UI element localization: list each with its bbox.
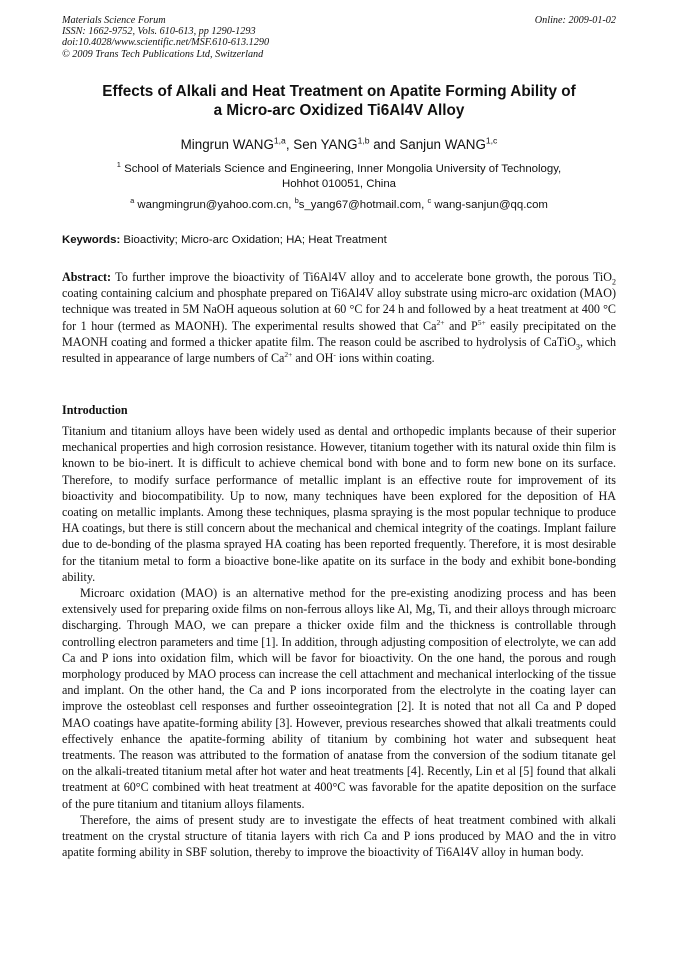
abstract-label: Abstract:: [62, 270, 112, 284]
journal-header: [62, 15, 616, 60]
abstract-superscript: 2+: [436, 317, 445, 327]
author-sup: 1,a: [273, 135, 286, 146]
title-line-1: Effects of Alkali and Heat Treatment on Apatite Forming Ability of: [102, 83, 576, 100]
abstract-text: and P: [444, 318, 478, 333]
paragraph: Therefore, the aims of present study are to investigate the effects of heat treatment combined with alkali treatment on the crystal structure of titania layers with rich Ca and P ions produced by MAO and the in vitro apatite forming ability in SBF solution, thereby to improve the bioactivity of Ti6Al4V alloy in human body.: [62, 812, 616, 860]
issn-line: ISSN: 1662-9752, Vols. 610-613, pp 1290-1293: [62, 26, 256, 38]
introduction-body: [62, 423, 616, 860]
section-heading-introduction: Introduction: [62, 403, 128, 417]
author-sup: 1,b: [357, 135, 370, 146]
keywords-label: Keywords:: [62, 234, 121, 246]
affiliation-line-2: Hohhot 010051, China: [282, 177, 396, 190]
copyright-line: © 2009 Trans Tech Publications Ltd, Switzerland: [62, 48, 264, 60]
paragraph: Titanium and titanium alloys have been widely used as dental and orthopedic implants because of their superior mechanical properties and high corrosion resistance. However, titanium together with its natural oxide thin film is known to be bio-inert. It is difficult to achieve chemical bond with bone and to form new bone on its surface. Therefore, to modify surface performance of metallic implant is an effective route for improvement of its bioactivity and biocompatibility. Up to now, many techniques have been explored for the deposition of HA coating on metallic implants. Among these techniques, plasma spraying is the most popular technique to produce HA coatings, but there is still concern about the mechanical and chemical integrity of the coatings. Implant failure due to de-bonding of the plasma sprayed HA coating has been reported frequently. Therefore, it is most desirable for the titanium metal to form a bioactive bone-like apatite on its surface in the body and exhibit bone-bonding ability.: [62, 424, 616, 584]
abstract-superscript: 5+: [477, 317, 486, 327]
email-address[interactable]: wang-sanjun@qq.com: [434, 199, 548, 211]
abstract-text: ions within coating.: [335, 351, 435, 366]
keywords-text: Bioactivity; Micro-arc Oxidation; HA; Heat Treatment: [123, 234, 387, 246]
author-name: Sen YANG: [293, 137, 358, 152]
author-sup: 1,c: [485, 135, 498, 146]
abstract-text: easily precipitated on the MAONH coating and formed a thicker apatite film. The reason could be ascribed to hydrolysis of CaTiO: [62, 318, 616, 349]
abstract-subscript: 2: [612, 277, 616, 287]
affiliation-line-1: School of Materials Science and Engineering, Inner Mongolia University of Technology,: [124, 163, 562, 175]
abstract-superscript: 2+: [284, 349, 293, 359]
abstract-subscript: 3: [575, 342, 580, 352]
email-sup: a: [130, 196, 135, 206]
abstract: [62, 269, 616, 366]
email-sup: c: [427, 196, 432, 206]
paragraph: Microarc oxidation (MAO) is an alternative method for the pre-existing anodizing process and has been extensively used for preparing oxide films on non-ferrous alloys like Al, Mg, Ti, and their alloys through microarc discharging. Through MAO, we can prepare a thicker oxide film and the thickness is controllable through controlling electron parameters and time [1]. In addition, through adjusting composition of electrolyte, we can add Ca and P ions into oxidation film, which will be favor for bioactivity. On the one hand, the porous and rough morphology produced by MAO process can increase the cell attachment and mechanical interlocking of the tissue and implant. On the other hand, the Ca and P ions incorporated from the electrolyte in the coating layer can improve the osteoblast cell responses and further osseointegration [2]. It is noted that not all Ca and P doped MAO coatings have apatite-forming ability [3]. However, previous researches showed that alkali treatments could effectively enhance the apatite-forming ability of titanium by combining hot water and subsequent heat treatments. The reason was attributed to the formation of anatase from the conversion of the sodium titanate gel on the alkali-treated titanium metal after hot water and heat treatments [4]. Recently, Lin et al [5] found that alkali treatment at 60°C combined with heat treatment at 400°C was favorable for the apatite deposition on the surface of the pure titanium and titanium alloys filaments.: [62, 586, 616, 811]
author-name: Sanjun WANG: [399, 137, 486, 152]
paper-title: [62, 82, 616, 120]
keywords: [62, 233, 616, 247]
affiliation: [70, 162, 608, 191]
email-address[interactable]: s_yang67@hotmail.com,: [298, 199, 428, 211]
email-sup: b: [294, 196, 299, 206]
author-separator: and: [369, 137, 400, 152]
abstract-text: To further improve the bioactivity of Ti6Al4V alloy and to accelerate bone growth, the porous TiO: [115, 270, 612, 284]
doi-line[interactable]: doi:10.4028/www.scientific.net/MSF.610-613.1290: [62, 37, 270, 49]
email-list: [62, 198, 616, 212]
email-address[interactable]: wangmingrun@yahoo.com.cn,: [137, 199, 295, 211]
journal-name: Materials Science Forum: [62, 15, 166, 26]
abstract-text: , which resulted in appearance of large numbers of Ca: [62, 334, 616, 366]
abstract-superscript: -: [333, 349, 336, 359]
online-date: Online: 2009-01-02: [534, 15, 616, 26]
title-line-2: a Micro-arc Oxidized Ti6Al4V Alloy: [213, 102, 465, 119]
author-list: [62, 136, 616, 154]
abstract-text: and OH: [292, 351, 334, 366]
abstract-text: coating containing calcium and phosphate prepared on Ti6Al4V alloy substrate using micro-arc oxidation (MAO) technique was treated in 5M NaOH aqueous solution at 60 °C for 24 h and followed by a heat treatment at 400 °C for 1 hour (termed as MAONH). The experimental results showed that Ca: [62, 286, 616, 333]
author-separator: ,: [285, 137, 294, 152]
affiliation-sup: 1: [116, 160, 121, 170]
author-name: Mingrun WANG: [180, 137, 274, 152]
